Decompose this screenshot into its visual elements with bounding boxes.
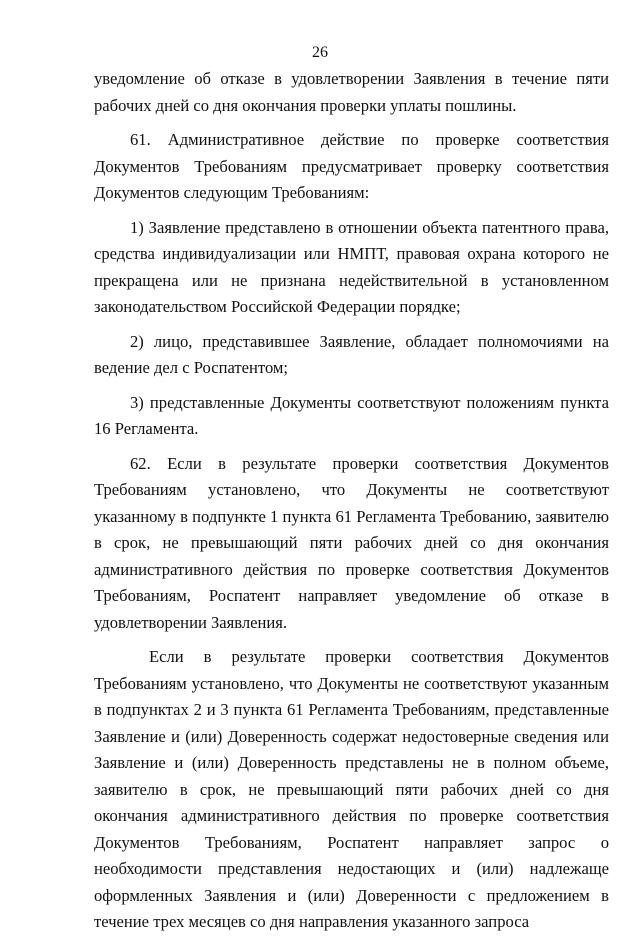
- paragraph-61-item-2: 2) лицо, представившее Заявление, обладает полномочиями на ведение дел с Роспатентом;: [94, 331, 609, 377]
- paragraph-61: 61. Административное действие по проверке соответствия Документов Требованиям предусматривает проверку соответствия Документов следующим Требованиям:: [94, 130, 609, 202]
- paragraph-61-item-3: 3) представленные Документы соответствуют положениям пункта 16 Регламента.: [94, 392, 609, 438]
- paragraph-61-item-1: 1) Заявление представлено в отношении объекта патентного права, средства индивидуализации или НМПТ, правовая охрана которого не прекращена или не признана недействительной в установленном законодательством Российской Федерации порядке;: [94, 217, 609, 316]
- paragraph-continuation: уведомление об отказе в удовлетворении Заявления в течение пяти рабочих дней со дня окончания проверки уплаты пошлины.: [94, 69, 609, 115]
- paragraph-62-second: Если в результате проверки соответствия Документов Требованиям установлено, что Документы не соответствуют указанным в подпунктах 2 и 3 пункта 61 Регламента Требованиям, представленные Заявление и (или) Доверенность содержат недостоверные сведения или Заявление и (или) Доверенность представлены не в полном объеме, заявителю в срок, не превышающий пяти рабочих дней со дня окончания административного действия по проверке соответствия Документов Требованиям, Роспатент направляет запрос о необходимости представления недостающих и (или) надлежаще оформленных Заявления и (или) Доверенности с предложением в течение трех месяцев со дня направления указанного запроса: [94, 647, 609, 931]
- document-body: [94, 66, 609, 944]
- paragraph-62: 62. Если в результате проверки соответствия Документов Требованиям установлено, что Документы не соответствуют указанному в подпункте 1 пункта 61 Регламента Требованию, заявителю в срок, не превышающий пяти рабочих дней со дня окончания административного действия по проверке соответствия Документов Требованиям, Роспатент направляет уведомление об отказе в удовлетворении Заявления.: [94, 453, 609, 632]
- page-number: 26: [312, 44, 328, 61]
